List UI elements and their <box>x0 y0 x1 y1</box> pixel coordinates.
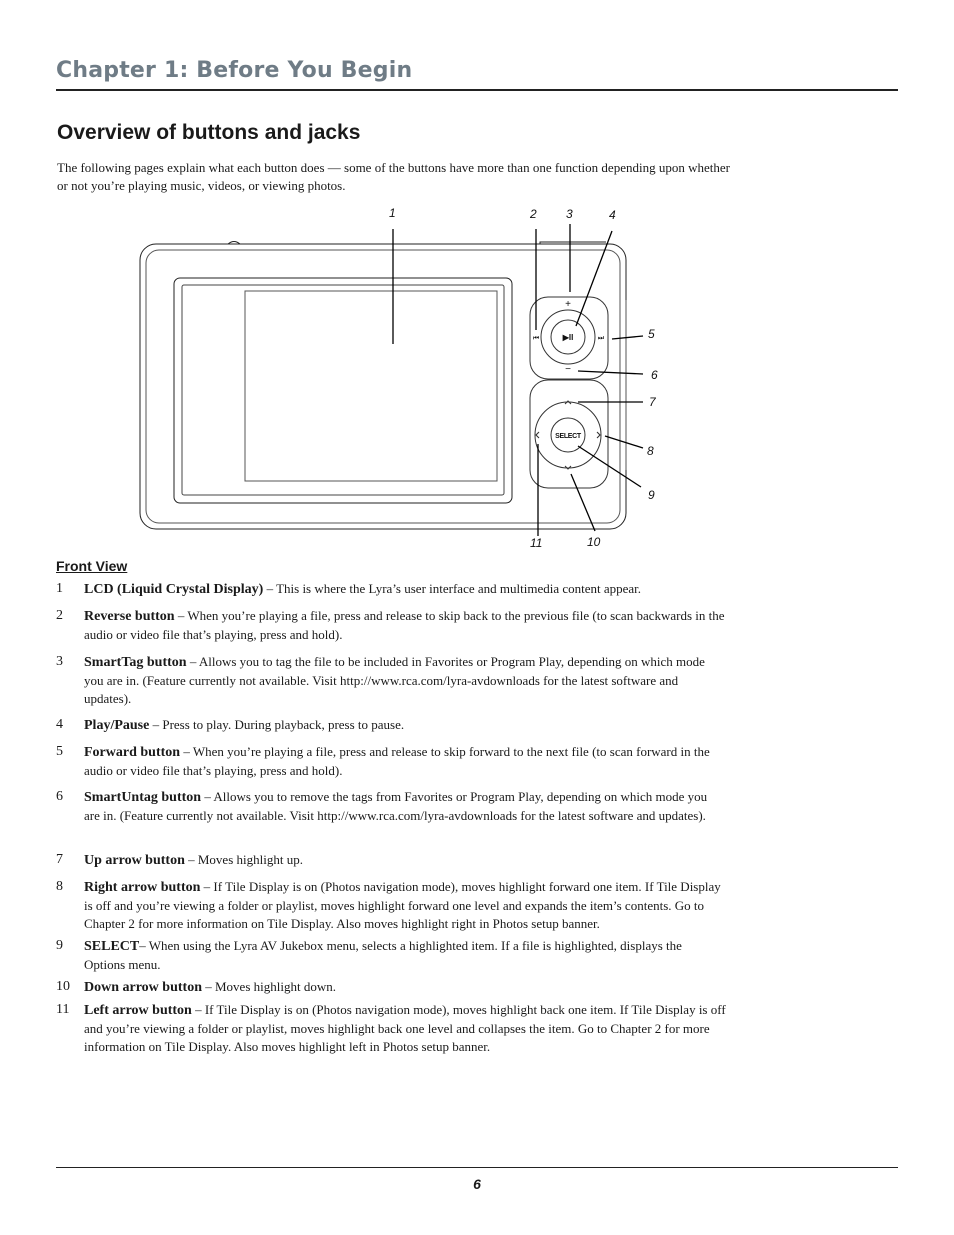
item-term: SmartUntag button <box>84 790 202 805</box>
item-term: Play/Pause <box>84 718 150 733</box>
callout-lines <box>393 224 643 536</box>
right-arrow-icon <box>597 432 600 438</box>
front-view-heading: Front View <box>56 558 128 574</box>
item-description: – If Tile Display is on (Photos navigation mode), moves highlight forward one item. If Tile Display is off and you’re viewing a folder or playlist, moves highlight forward one level and expands the item’s contents. Go to Chapter 2 for more information on Tile Display. Also moves highlight right in Photos setup banner. <box>84 879 721 931</box>
item-description: – Allows you to remove the tags from Favorites or Program Play, depending on which mode you are in. (Feature currently not available. Visit http://www.rca.com/lyra-avdownloads for the latest software and updates). <box>84 789 708 823</box>
callout-10: 10 <box>587 535 601 549</box>
item-description: – This is where the Lyra’s user interface and multimedia content appear. <box>263 581 642 596</box>
item-number: 1 <box>56 581 63 596</box>
item-number: 7 <box>56 852 63 867</box>
item-term: SmartTag button <box>84 655 187 670</box>
callout-7: 7 <box>649 395 656 409</box>
callout-3: 3 <box>566 207 573 221</box>
device-front-diagram <box>0 200 954 560</box>
list-item <box>56 788 726 825</box>
item-description: – Allows you to tag the file to be included in Favorites or Program Play, depending on which mode you are in. (Feature currently not available. Visit http://www.rca.com/lyra-avdownloads for the latest software and updates). <box>84 654 705 706</box>
callout-1: 1 <box>389 206 396 220</box>
item-term: Up arrow button <box>84 853 185 868</box>
item-description: – If Tile Display is on (Photos navigation mode), moves highlight back one item. If Tile Display is off and you’re viewing a folder or playlist, moves highlight back one level and collapses the item. Go to Chapter 2 for more information on Tile Display. Also moves highlight left in Photos setup banner. <box>84 1002 726 1054</box>
callout-2: 2 <box>530 207 537 221</box>
list-item <box>56 716 726 735</box>
list-item <box>56 978 726 997</box>
item-number: 11 <box>56 1002 70 1017</box>
item-number: 4 <box>56 717 63 732</box>
forward-icon: ⏭ <box>597 335 605 342</box>
item-description: – Moves highlight down. <box>201 979 336 994</box>
list-item <box>56 851 726 870</box>
item-number: 9 <box>56 938 63 953</box>
item-term: Down arrow button <box>84 980 202 995</box>
item-term: SELECT <box>84 939 140 954</box>
callout-4: 4 <box>609 208 616 222</box>
chapter-title: Chapter 1: Before You Begin <box>56 58 413 83</box>
footer-rule <box>56 1167 898 1168</box>
list-item <box>56 937 726 974</box>
intro-paragraph: The following pages explain what each button does — some of the buttons have more than one function depending upon whether or not you’re playing music, videos, or viewing photos. <box>57 160 730 193</box>
item-description: – When using the Lyra AV Jukebox menu, selects a highlighted item. If a file is highlighted, displays the Options menu. <box>84 938 682 972</box>
section-title: Overview of buttons and jacks <box>57 121 361 144</box>
item-number: 8 <box>56 879 63 894</box>
plus-label: + <box>565 299 571 310</box>
item-description: – When you’re playing a file, press and release to skip back to the previous file (to scan backwards in the audio or video file that’s playing, press and hold). <box>84 608 725 642</box>
callout-8: 8 <box>647 444 654 458</box>
minus-label: − <box>565 364 571 375</box>
item-term: LCD (Liquid Crystal Display) <box>84 582 264 597</box>
page-number: 6 <box>473 1176 481 1192</box>
item-number: 5 <box>56 744 63 759</box>
item-number: 2 <box>56 608 63 623</box>
select-label: SELECT <box>555 433 581 440</box>
callout-numbers <box>389 206 658 550</box>
item-number: 6 <box>56 789 63 804</box>
list-item <box>56 607 726 644</box>
item-number: 3 <box>56 654 63 669</box>
play-pause-icon: ▶II <box>562 333 574 342</box>
item-term: Reverse button <box>84 609 175 624</box>
item-term: Forward button <box>84 745 181 760</box>
item-description: – When you’re playing a file, press and release to skip forward to the next file (to scan forward in the audio or video file that’s playing, press and hold). <box>84 744 710 778</box>
list-item <box>56 580 726 599</box>
reverse-icon: ⏮ <box>532 335 540 342</box>
item-term: Right arrow button <box>84 880 201 895</box>
item-description: – Press to play. During playback, press to pause. <box>149 717 405 732</box>
list-item <box>56 878 726 933</box>
item-term: Left arrow button <box>84 1003 192 1018</box>
chapter-rule <box>56 89 898 91</box>
callout-11: 11 <box>530 536 543 550</box>
callout-9: 9 <box>648 488 655 502</box>
item-number: 10 <box>56 979 70 994</box>
list-item <box>56 743 726 780</box>
lcd-screen <box>174 278 512 503</box>
list-item <box>56 1001 726 1056</box>
item-description: – Moves highlight up. <box>184 852 303 867</box>
callout-6: 6 <box>651 368 658 382</box>
list-item <box>56 653 726 708</box>
callout-5: 5 <box>648 327 655 341</box>
left-arrow-icon <box>536 432 539 438</box>
